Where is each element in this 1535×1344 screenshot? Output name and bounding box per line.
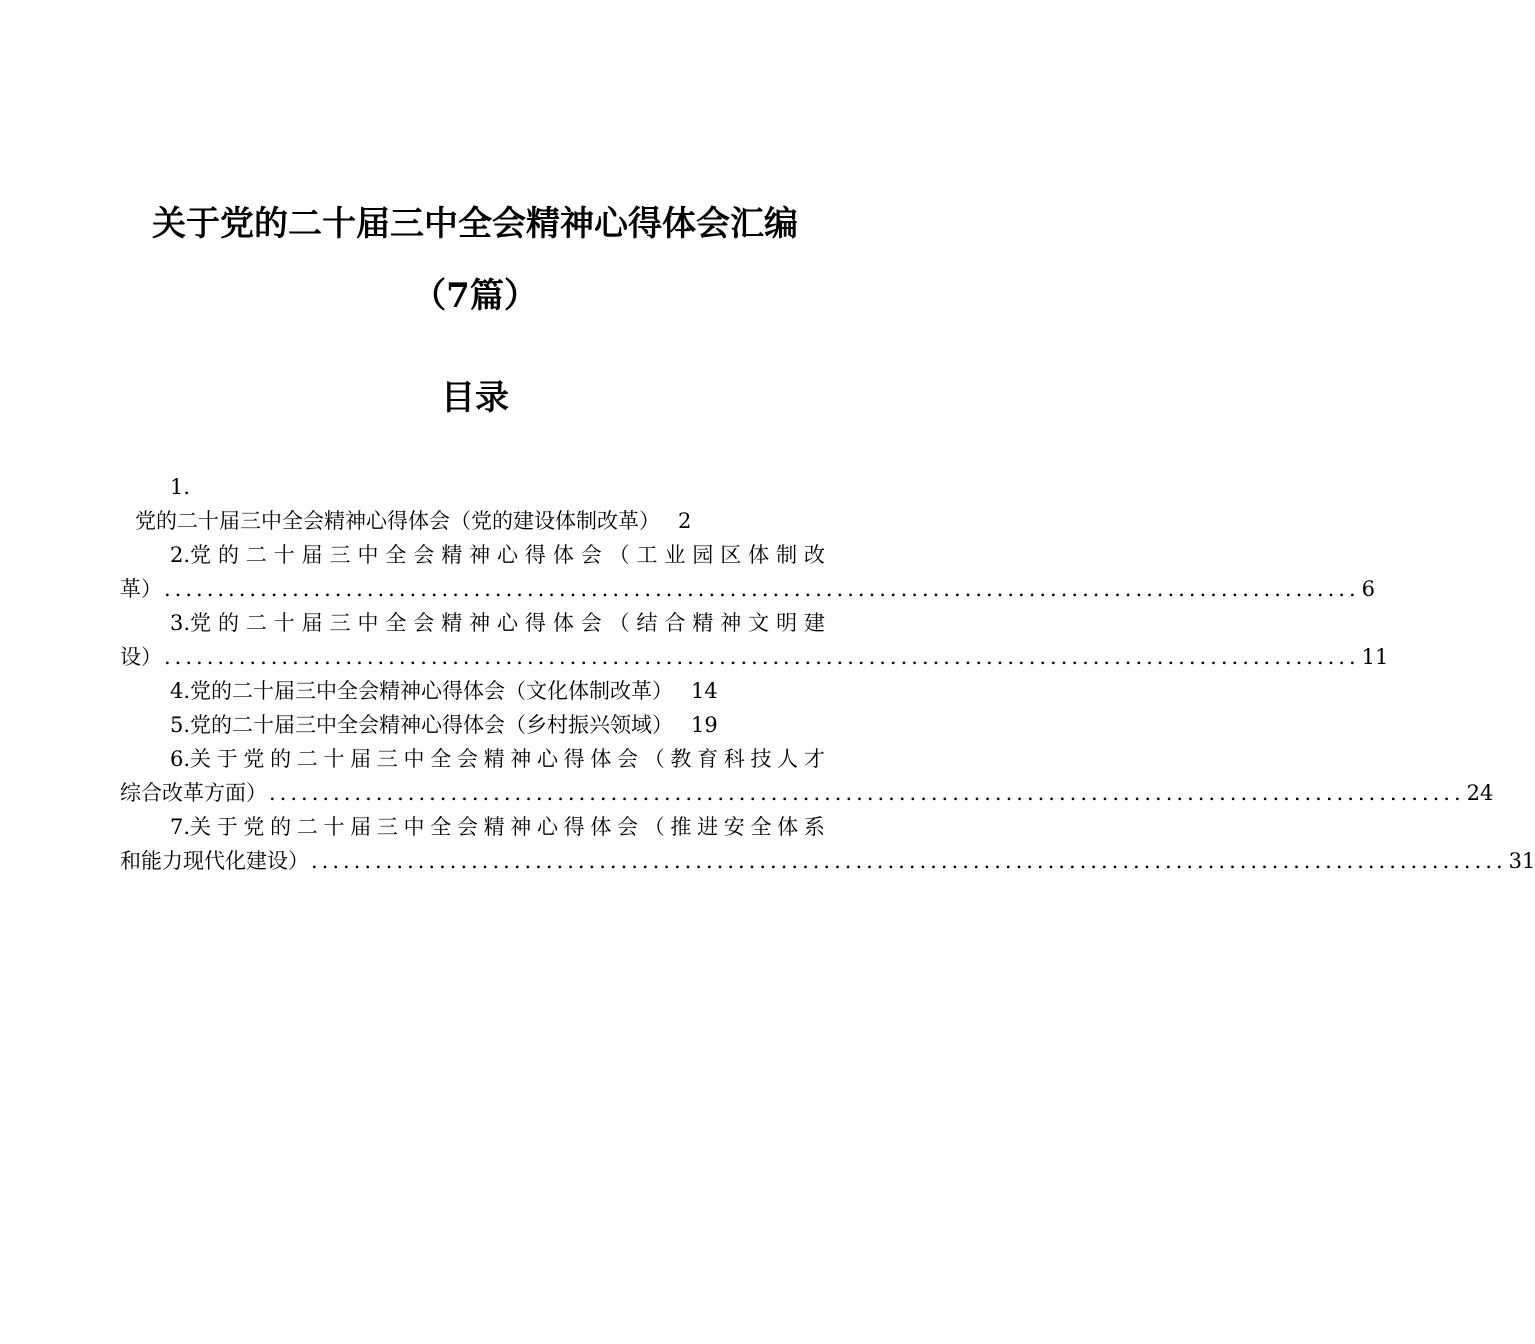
toc-entry-5-text: 5.党的二十届三中全会精神心得体会（乡村振兴领域） <box>170 713 674 737</box>
toc-entry-7-text: 和能力现代化建设） <box>120 849 309 873</box>
table-of-contents <box>120 470 1535 878</box>
toc-entry-3-line1[interactable]: 3.党 的 二 十 届 三 中 全 会 精 神 心 得 体 会 （ 结 合 精 神 文 明 建 <box>170 611 825 635</box>
toc-entry-3-text: 设） <box>120 645 162 669</box>
toc-entry-6-line2[interactable] <box>120 776 1494 810</box>
document-title: 关于党的二十届三中全会精神心得体会汇编 <box>152 204 798 244</box>
toc-entry-5[interactable] <box>120 708 825 742</box>
toc-entry-1[interactable] <box>120 504 825 538</box>
toc-entry-2-text: 革） <box>120 577 162 601</box>
toc-entry-7-line1[interactable]: 7.关 于 党 的 二 十 届 三 中 全 会 精 神 心 得 体 会 （ 推 进 安 全 体 系 <box>170 815 825 839</box>
toc-entry-7-line2[interactable] <box>120 844 1535 878</box>
toc-entry-1-page: 2 <box>678 509 692 533</box>
toc-entry-2-line2[interactable] <box>120 572 1376 606</box>
toc-entry-4[interactable] <box>120 674 825 708</box>
toc-entry-6-leader: ................................................................................................................ <box>269 781 1465 805</box>
toc-entry-3-leader: ................................................................................................................ <box>164 645 1360 669</box>
toc-entry-3-line2[interactable] <box>120 640 1389 674</box>
toc-entry-2-leader: ................................................................................................................ <box>164 577 1360 601</box>
toc-entry-4-page: 14 <box>691 679 718 703</box>
toc-entry-6-page: 24 <box>1466 781 1494 805</box>
toc-entry-3-page: 11 <box>1361 645 1389 669</box>
toc-entry-1-text: 党的二十届三中全会精神心得体会（党的建设体制改革） <box>135 509 660 533</box>
toc-entry-6-line1[interactable]: 6.关 于 党 的 二 十 届 三 中 全 会 精 神 心 得 体 会 （ 教 育 科 技 人 才 <box>170 747 825 771</box>
toc-entry-7-leader: ................................................................................................................ <box>311 849 1507 873</box>
toc-entry-7-page: 31 <box>1508 849 1535 873</box>
toc-entry-5-page: 19 <box>691 713 718 737</box>
toc-entry-2-page: 6 <box>1361 577 1376 601</box>
toc-heading: 目录 <box>441 378 509 418</box>
toc-entry-1-number[interactable]: 1. <box>170 475 191 499</box>
toc-entry-6-text: 综合改革方面） <box>120 781 267 805</box>
document-subtitle-count: （7篇） <box>412 276 538 316</box>
toc-entry-2-line1[interactable]: 2.党 的 二 十 届 三 中 全 会 精 神 心 得 体 会 （ 工 业 园 区 体 制 改 <box>170 543 825 567</box>
toc-entry-4-text: 4.党的二十届三中全会精神心得体会（文化体制改革） <box>170 679 674 703</box>
